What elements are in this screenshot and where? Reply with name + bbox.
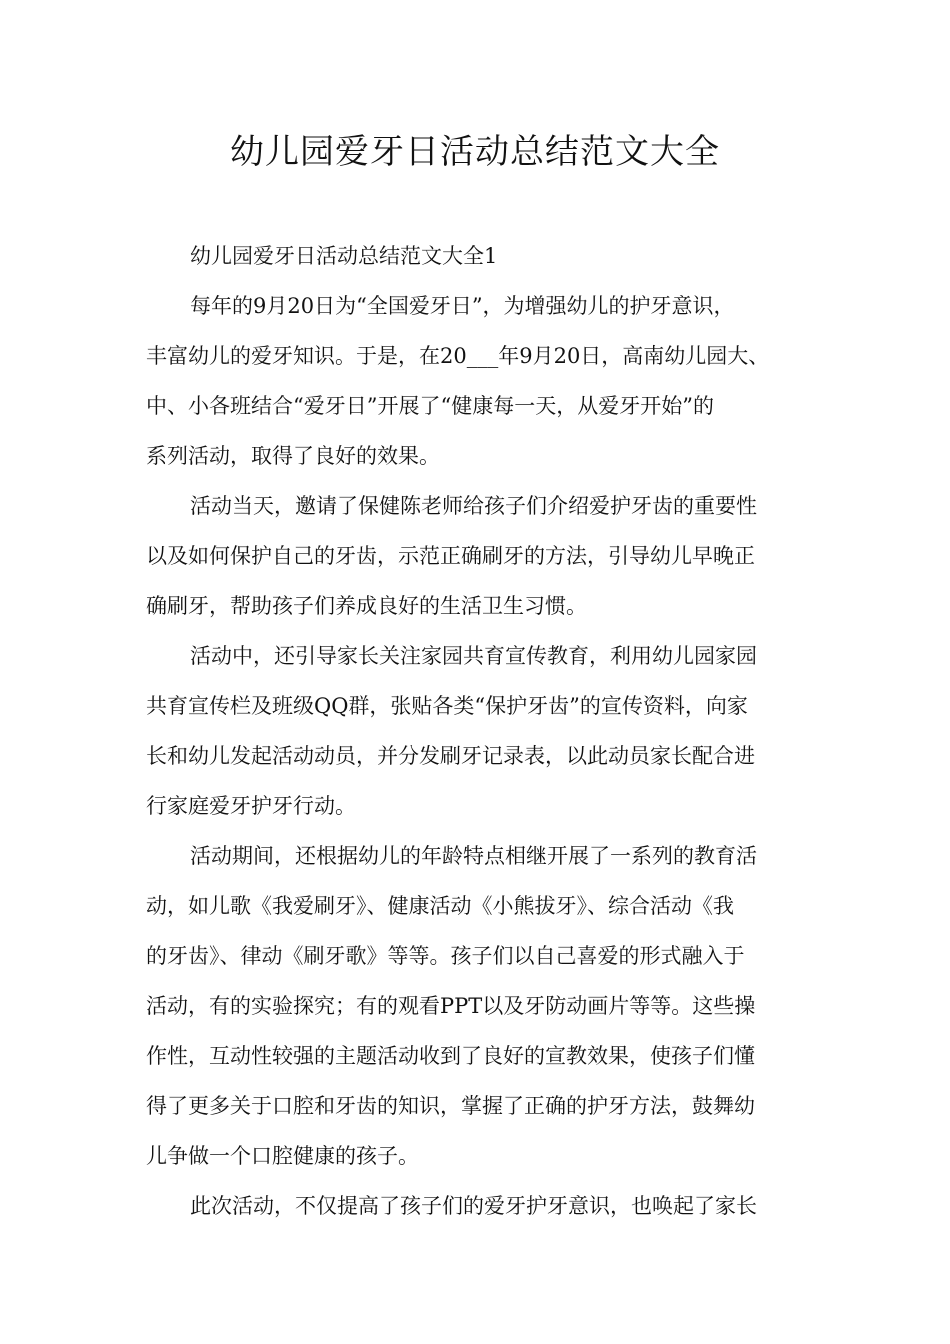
- paragraph-3: [146, 631, 814, 831]
- paragraph-line: 每年的9月20日为“全国爱牙日”，为增强幼儿的护牙意识，: [190, 294, 735, 318]
- paragraph-line: 活动期间，还根据幼儿的年龄特点相继开展了一系列的教育活: [190, 844, 757, 868]
- paragraph-line: 作性，互动性较强的主题活动收到了良好的宣教效果，使孩子们懂: [146, 1044, 755, 1068]
- paragraph-line: 长和幼儿发起活动动员，并分发刷牙记录表，以此动员家长配合进: [146, 744, 755, 768]
- section-heading: 幼儿园爱牙日活动总结范文大全1: [190, 244, 498, 268]
- document-title: 幼儿园爱牙日活动总结范文大全: [230, 132, 720, 172]
- paragraph-4: [146, 831, 814, 1181]
- paragraph-line: 系列活动，取得了良好的效果。: [146, 444, 440, 468]
- paragraph-line: 此次活动，不仅提高了孩子们的爱牙护牙意识，也唤起了家长: [190, 1194, 757, 1218]
- paragraph-line: 得了更多关于口腔和牙齿的知识，掌握了正确的护牙方法，鼓舞幼: [146, 1094, 755, 1118]
- paragraph-line: 活动当天，邀请了保健陈老师给孩子们介绍爱护牙齿的重要性: [190, 494, 757, 518]
- paragraph-line: 动，如儿歌《我爱刷牙》、健康活动《小熊拔牙》、综合活动《我: [146, 894, 734, 918]
- paragraph-line: 的牙齿》、律动《刷牙歌》等等。孩子们以自己喜爱的形式融入于: [146, 944, 745, 968]
- paragraph-5: [146, 1181, 814, 1231]
- paragraph-line: 以及如何保护自己的牙齿，示范正确刷牙的方法，引导幼儿早晚正: [146, 544, 755, 568]
- paragraph-line: 行家庭爱牙护牙行动。: [146, 794, 356, 818]
- paragraph-line: 丰富幼儿的爱牙知识。于是，在20___年9月20日，高南幼儿园大、: [146, 344, 770, 368]
- paragraph-1: [146, 281, 814, 481]
- document-body: [146, 231, 814, 1231]
- paragraph-line: 活动中，还引导家长关注家园共育宣传教育，利用幼儿园家园: [190, 644, 757, 668]
- paragraph-line: 活动，有的实验探究；有的观看PPT以及牙防动画片等等。这些操: [146, 994, 756, 1018]
- paragraph-line: 中、小各班结合“爱牙日”开展了“健康每一天，从爱牙开始”的: [146, 394, 714, 418]
- paragraph-line: 儿争做一个口腔健康的孩子。: [146, 1144, 419, 1168]
- paragraph-line: 确刷牙，帮助孩子们养成良好的生活卫生习惯。: [146, 594, 587, 618]
- paragraph-2: [146, 481, 814, 631]
- paragraph-line: 共育宣传栏及班级QQ群，张贴各类“保护牙齿”的宣传资料，向家: [146, 694, 748, 718]
